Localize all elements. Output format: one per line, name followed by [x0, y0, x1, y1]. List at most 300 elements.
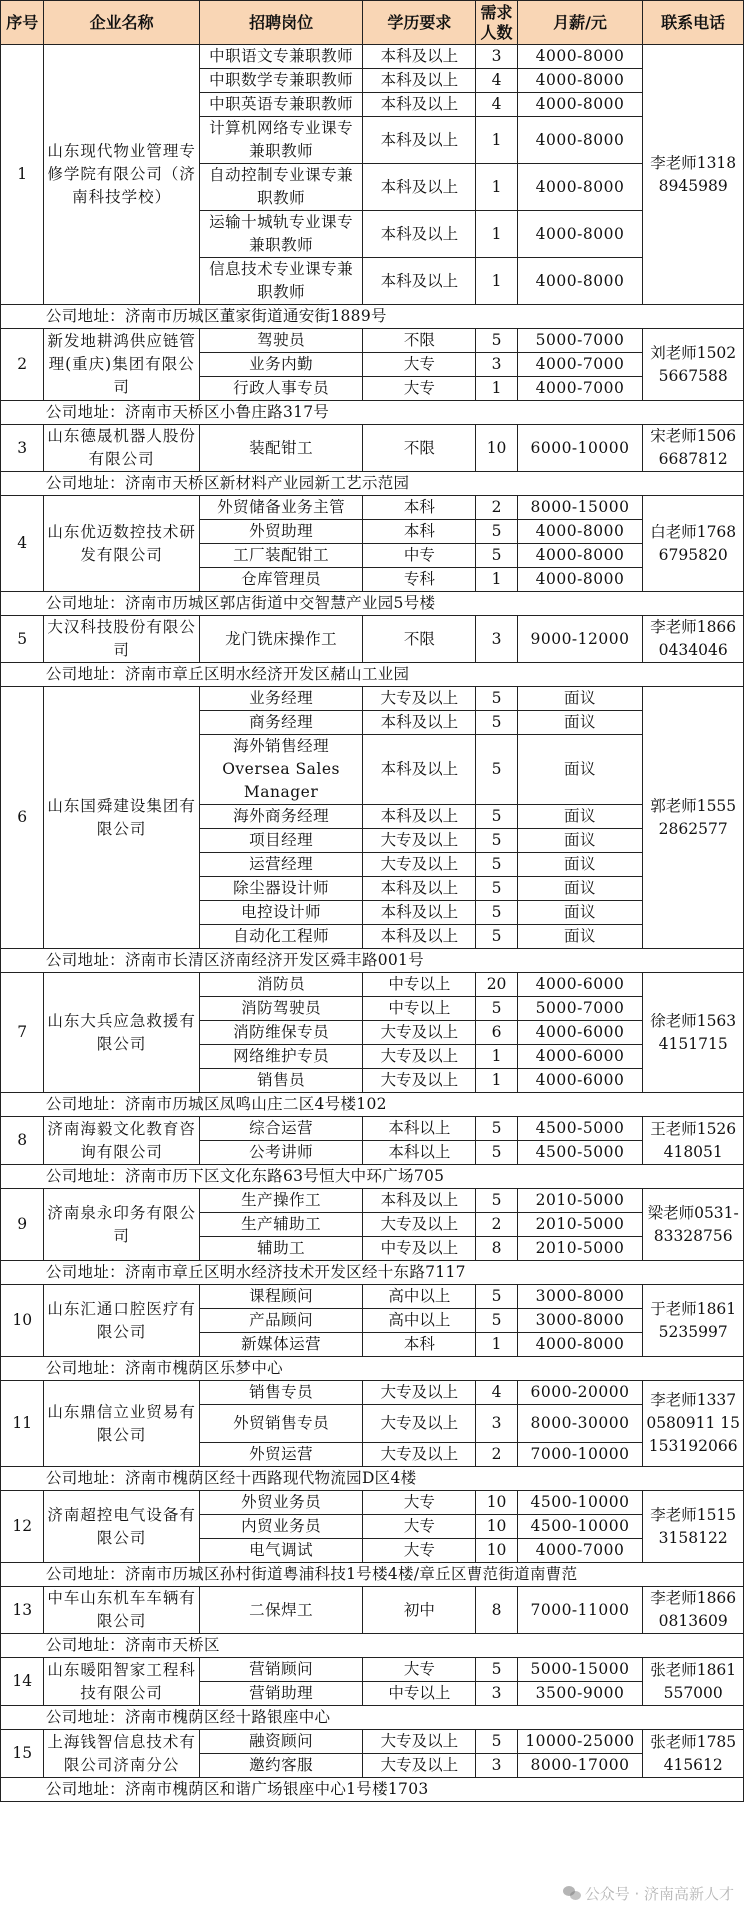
job-education: 本科及以上: [363, 93, 476, 117]
address-value: 济南市天桥区小鲁庄路317号: [124, 403, 330, 421]
address-spacer: [1, 1357, 44, 1381]
watermark-text: 公众号 · 济南高新人才: [584, 1885, 734, 1903]
address-value: 济南市槐荫区经十路银座中心: [124, 1708, 331, 1726]
jobs-table-body: [1, 45, 744, 1802]
company-seq: 8: [1, 1117, 44, 1165]
job-salary: 面议: [517, 901, 643, 925]
company-contact: 郭老师15552862577: [643, 687, 744, 949]
job-title: 融资顾问: [199, 1730, 362, 1754]
job-salary: 4000-6000: [517, 973, 643, 997]
company-seq: 2: [1, 329, 44, 401]
job-title: 公考讲师: [199, 1141, 362, 1165]
job-title: 网络维护专员: [199, 1045, 362, 1069]
job-education: 本科及以上: [363, 805, 476, 829]
job-title: 计算机网络专业课专兼职教师: [199, 117, 362, 164]
job-count: 5: [476, 853, 517, 877]
company-contact: 李老师13188945989: [643, 45, 744, 305]
company-seq: 6: [1, 687, 44, 949]
header-row: [1, 1, 744, 45]
job-salary: 4000-7000: [517, 353, 643, 377]
job-title: 除尘器设计师: [199, 877, 362, 901]
job-title: 营销顾问: [199, 1658, 362, 1682]
job-education: 专科: [363, 568, 476, 592]
job-education: 本科及以上: [363, 164, 476, 211]
company-address: [44, 1261, 744, 1285]
job-title: 驾驶员: [199, 329, 362, 353]
company-contact: 张老师18615570​00: [643, 1658, 744, 1706]
job-education: 本科以上: [363, 1141, 476, 1165]
company-contact: 宋老师15066687812: [643, 425, 744, 472]
address-row: [1, 1778, 744, 1802]
address-value: 济南市槐荫区乐梦中心: [124, 1359, 283, 1377]
job-title: 销售专员: [199, 1381, 362, 1405]
job-count: 5: [476, 1309, 517, 1333]
job-count: 6: [476, 1021, 517, 1045]
job-salary: 2010-5000: [517, 1189, 643, 1213]
wechat-icon: [563, 1886, 581, 1901]
job-row: [1, 1587, 744, 1634]
company-seq: 11: [1, 1381, 44, 1467]
address-value: 济南市长清区济南经济开发区舜丰路001号: [124, 951, 425, 969]
job-title: 信息技术专业课专兼职教师: [199, 258, 362, 305]
address-row: [1, 949, 744, 973]
job-count: 4: [476, 1381, 517, 1405]
company-name: 山东优迈数控技术研发有限公司: [44, 496, 199, 592]
company-contact: 王老师15264180​51: [643, 1117, 744, 1165]
job-title: 综合运营: [199, 1117, 362, 1141]
job-row: [1, 1381, 744, 1405]
job-count: 5: [476, 829, 517, 853]
address-label: 公司地址：: [45, 1469, 125, 1487]
job-education: 高中以上: [363, 1309, 476, 1333]
address-row: [1, 401, 744, 425]
company-seq: 10: [1, 1285, 44, 1357]
job-education: 本科及以上: [363, 925, 476, 949]
job-salary: 8000-30000: [517, 1405, 643, 1443]
job-count: 3: [476, 1754, 517, 1778]
job-title: 运营经理: [199, 853, 362, 877]
address-row: [1, 663, 744, 687]
address-value: 济南市槐荫区和谐广场银座中心1号楼1703: [124, 1780, 429, 1798]
company-contact: 李老师13370580911 15153192066: [643, 1381, 744, 1467]
job-row: [1, 1189, 744, 1213]
job-row: [1, 1491, 744, 1515]
job-education: 中专以上: [363, 1682, 476, 1706]
job-salary: 4000-7000: [517, 1539, 643, 1563]
job-count: 3: [476, 353, 517, 377]
job-count: 3: [476, 45, 517, 69]
job-title: 电气调试: [199, 1539, 362, 1563]
job-count: 3: [476, 1405, 517, 1443]
job-title: 消防驾驶员: [199, 997, 362, 1021]
job-title: 中职英语专兼职教师: [199, 93, 362, 117]
job-education: 本科及以上: [363, 1189, 476, 1213]
job-count: 20: [476, 973, 517, 997]
job-count: 10: [476, 425, 517, 472]
job-salary: 3000-8000: [517, 1285, 643, 1309]
company-contact: 于老师18615235997: [643, 1285, 744, 1357]
company-name: 山东大兵应急救援有限公司: [44, 973, 199, 1093]
job-salary: 4000-8000: [517, 520, 643, 544]
job-education: 本科及以上: [363, 735, 476, 805]
job-count: 5: [476, 877, 517, 901]
job-row: [1, 973, 744, 997]
job-count: 4: [476, 69, 517, 93]
company-seq: 13: [1, 1587, 44, 1634]
job-salary: 4000-6000: [517, 1069, 643, 1093]
job-title: 内贸业务员: [199, 1515, 362, 1539]
job-count: 5: [476, 1285, 517, 1309]
job-title: 外贸销售专员: [199, 1405, 362, 1443]
job-title: 行政人事专员: [199, 377, 362, 401]
job-title: 中职语文专兼职教师: [199, 45, 362, 69]
job-title: 业务内勤: [199, 353, 362, 377]
company-address: [44, 1357, 744, 1381]
job-salary: 面议: [517, 853, 643, 877]
job-count: 1: [476, 117, 517, 164]
address-row: [1, 1357, 744, 1381]
job-title: 产品顾问: [199, 1309, 362, 1333]
company-name: 新发地耕鸿供应链管理(重庆)集团有限公司: [44, 329, 199, 401]
job-education: 大专及以上: [363, 687, 476, 711]
job-title: 运输十城轨专业课专兼职教师: [199, 211, 362, 258]
company-seq: 5: [1, 616, 44, 663]
job-title: 工厂装配钳工: [199, 544, 362, 568]
job-count: 5: [476, 925, 517, 949]
job-title: 海外商务经理: [199, 805, 362, 829]
job-education: 不限: [363, 616, 476, 663]
job-row: [1, 496, 744, 520]
job-education: 大专及以上: [363, 1069, 476, 1093]
job-count: 4: [476, 93, 517, 117]
company-contact: 徐老师15634151715: [643, 973, 744, 1093]
job-count: 1: [476, 1333, 517, 1357]
job-salary: 4000-6000: [517, 1021, 643, 1045]
job-education: 大专及以上: [363, 1213, 476, 1237]
address-value: 济南市天桥区: [124, 1636, 220, 1654]
job-education: 本科: [363, 1333, 476, 1357]
company-seq: 7: [1, 973, 44, 1093]
job-count: 5: [476, 1117, 517, 1141]
job-salary: 4000-8000: [517, 1333, 643, 1357]
job-salary: 面议: [517, 735, 643, 805]
job-count: 5: [476, 687, 517, 711]
address-row: [1, 1467, 744, 1491]
job-education: 大专及以上: [363, 1021, 476, 1045]
job-count: 1: [476, 258, 517, 305]
job-title: 仓库管理员: [199, 568, 362, 592]
address-label: 公司地址：: [45, 951, 125, 969]
header-seq: 序号: [1, 1, 44, 45]
address-label: 公司地址：: [45, 307, 125, 325]
address-label: 公司地址：: [45, 594, 125, 612]
job-title: 龙门铣床操作工: [199, 616, 362, 663]
company-name: 山东国舜建设集团有限公司: [44, 687, 199, 949]
job-title: 电控设计师: [199, 901, 362, 925]
job-title: 商务经理: [199, 711, 362, 735]
company-address: [44, 1706, 744, 1730]
address-spacer: [1, 1778, 44, 1802]
header-contact: 联系电话: [643, 1, 744, 45]
job-row: [1, 1658, 744, 1682]
job-salary: 4000-8000: [517, 164, 643, 211]
job-salary: 6000-10000: [517, 425, 643, 472]
header-salary: 月薪/元: [517, 1, 643, 45]
job-salary: 4500-10000: [517, 1515, 643, 1539]
company-contact: 刘老师15025667588: [643, 329, 744, 401]
job-title: 业务经理: [199, 687, 362, 711]
job-count: 5: [476, 997, 517, 1021]
job-education: 大专: [363, 1539, 476, 1563]
address-value: 济南市天桥区新材料产业园新工艺示范园: [124, 474, 410, 492]
address-row: [1, 592, 744, 616]
job-salary: 3000-8000: [517, 1309, 643, 1333]
job-education: 大专及以上: [363, 1381, 476, 1405]
address-spacer: [1, 1467, 44, 1491]
job-education: 中专以上: [363, 973, 476, 997]
job-education: 高中以上: [363, 1285, 476, 1309]
job-count: 8: [476, 1237, 517, 1261]
company-address: [44, 663, 744, 687]
company-name: 山东德晟机器人股份有限公司: [44, 425, 199, 472]
job-salary: 5000-7000: [517, 329, 643, 353]
job-count: 5: [476, 544, 517, 568]
job-row: [1, 687, 744, 711]
job-education: 中专: [363, 544, 476, 568]
company-address: [44, 949, 744, 973]
job-count: 1: [476, 164, 517, 211]
job-title: 营销助理: [199, 1682, 362, 1706]
address-row: [1, 472, 744, 496]
job-education: 本科及以上: [363, 211, 476, 258]
job-salary: 4000-7000: [517, 377, 643, 401]
job-title: 海外销售经理 Oversea Sales Manager: [199, 735, 362, 805]
job-title: 辅助工: [199, 1237, 362, 1261]
job-title: 消防员: [199, 973, 362, 997]
job-title: 销售员: [199, 1069, 362, 1093]
address-value: 济南市历下区文化东路63号恒大中环广场705: [124, 1167, 445, 1185]
company-address: [44, 1093, 744, 1117]
job-salary: 4500-5000: [517, 1117, 643, 1141]
address-spacer: [1, 1165, 44, 1189]
company-seq: 4: [1, 496, 44, 592]
company-name: 大汉科技股份有限公司: [44, 616, 199, 663]
company-name: 中车山东机车车辆有限公司: [44, 1587, 199, 1634]
address-label: 公司地址：: [45, 1565, 125, 1583]
job-education: 不限: [363, 425, 476, 472]
address-spacer: [1, 592, 44, 616]
job-salary: 6000-20000: [517, 1381, 643, 1405]
job-education: 大专: [363, 1658, 476, 1682]
job-row: [1, 425, 744, 472]
job-count: 5: [476, 711, 517, 735]
job-salary: 9000-12000: [517, 616, 643, 663]
header-position: 招聘岗位: [199, 1, 362, 45]
job-count: 5: [476, 735, 517, 805]
job-salary: 4500-5000: [517, 1141, 643, 1165]
address-row: [1, 1706, 744, 1730]
address-spacer: [1, 949, 44, 973]
job-title: 自动控制专业课专兼职教师: [199, 164, 362, 211]
job-education: 大专及以上: [363, 1045, 476, 1069]
company-name: 山东暖阳智家工程科技有限公司: [44, 1658, 199, 1706]
job-title: 消防维保专员: [199, 1021, 362, 1045]
job-count: 5: [476, 1730, 517, 1754]
job-count: 2: [476, 496, 517, 520]
job-title: 外贸运营: [199, 1443, 362, 1467]
company-seq: 14: [1, 1658, 44, 1706]
company-address: [44, 1778, 744, 1802]
address-label: 公司地址：: [45, 1780, 125, 1798]
company-contact: 张老师17854156​12: [643, 1730, 744, 1778]
job-salary: 4000-8000: [517, 69, 643, 93]
address-spacer: [1, 1563, 44, 1587]
company-address: [44, 1467, 744, 1491]
job-salary: 面议: [517, 925, 643, 949]
address-label: 公司地址：: [45, 1167, 125, 1185]
address-value: 济南市历城区孙村街道粤浦科技1号楼4楼/章丘区曹范街道南曹范: [124, 1565, 578, 1583]
job-count: 1: [476, 568, 517, 592]
job-row: [1, 1730, 744, 1754]
job-salary: 面议: [517, 877, 643, 901]
company-seq: 3: [1, 425, 44, 472]
job-salary: 8000-17000: [517, 1754, 643, 1778]
job-count: 1: [476, 1069, 517, 1093]
job-count: 1: [476, 211, 517, 258]
job-salary: 4000-8000: [517, 45, 643, 69]
job-count: 2: [476, 1443, 517, 1467]
job-row: [1, 1285, 744, 1309]
job-count: 10: [476, 1491, 517, 1515]
address-spacer: [1, 1261, 44, 1285]
address-label: 公司地址：: [45, 1095, 125, 1113]
job-education: 大专: [363, 353, 476, 377]
address-label: 公司地址：: [45, 1263, 125, 1281]
address-value: 济南市章丘区明水经济技术开发区经十东路7117: [124, 1263, 466, 1281]
job-salary: 7000-11000: [517, 1587, 643, 1634]
company-contact: 李老师15153158122: [643, 1491, 744, 1563]
job-title: 项目经理: [199, 829, 362, 853]
job-education: 本科及以上: [363, 69, 476, 93]
job-education: 本科以上: [363, 1117, 476, 1141]
company-name: 山东现代物业管理专修学院有限公司（济南科技学校）: [44, 45, 199, 305]
company-name: 济南泉永印务有限公司: [44, 1189, 199, 1261]
address-label: 公司地址：: [45, 1359, 125, 1377]
job-salary: 4500-10000: [517, 1491, 643, 1515]
job-title: 邀约客服: [199, 1754, 362, 1778]
job-salary: 4000-8000: [517, 544, 643, 568]
address-value: 济南市历城区凤鸣山庄二区4号楼102: [124, 1095, 387, 1113]
company-contact: 李老师18660434046: [643, 616, 744, 663]
company-seq: 15: [1, 1730, 44, 1778]
company-contact: 白老师17686795820: [643, 496, 744, 592]
address-value: 济南市历城区郭店街道中交智慧产业园5号楼: [124, 594, 436, 612]
job-salary: 4000-8000: [517, 117, 643, 164]
job-count: 1: [476, 377, 517, 401]
job-education: 本科及以上: [363, 258, 476, 305]
address-spacer: [1, 472, 44, 496]
job-education: 中专以上: [363, 997, 476, 1021]
job-title: 自动化工程师: [199, 925, 362, 949]
company-address: [44, 305, 744, 329]
job-salary: 10000-25000: [517, 1730, 643, 1754]
company-address: [44, 401, 744, 425]
job-count: 10: [476, 1515, 517, 1539]
job-title: 中职数学专兼职教师: [199, 69, 362, 93]
job-title: 生产操作工: [199, 1189, 362, 1213]
header-company: 企业名称: [44, 1, 199, 45]
company-address: [44, 472, 744, 496]
job-title: 二保焊工: [199, 1587, 362, 1634]
job-education: 中专及以上: [363, 1237, 476, 1261]
job-count: 2: [476, 1213, 517, 1237]
address-label: 公司地址：: [45, 474, 125, 492]
company-seq: 12: [1, 1491, 44, 1563]
job-education: 不限: [363, 329, 476, 353]
job-education: 本科: [363, 496, 476, 520]
company-name: 山东汇通口腔医疗有限公司: [44, 1285, 199, 1357]
job-count: 3: [476, 1682, 517, 1706]
job-title: 外贸助理: [199, 520, 362, 544]
job-row: [1, 329, 744, 353]
job-salary: 面议: [517, 829, 643, 853]
header-count: 需求人数: [476, 1, 517, 45]
company-address: [44, 592, 744, 616]
job-count: 10: [476, 1539, 517, 1563]
company-seq: 1: [1, 45, 44, 305]
job-salary: 2010-5000: [517, 1213, 643, 1237]
address-value: 济南市槐荫区经十西路现代物流园D区4楼: [124, 1469, 417, 1487]
job-education: 大专及以上: [363, 1443, 476, 1467]
job-education: 大专及以上: [363, 1405, 476, 1443]
address-row: [1, 1563, 744, 1587]
company-name: 山东鼎信立业贸易有限公司: [44, 1381, 199, 1467]
address-row: [1, 1634, 744, 1658]
company-address: [44, 1563, 744, 1587]
job-salary: 7000-10000: [517, 1443, 643, 1467]
job-education: 本科及以上: [363, 117, 476, 164]
job-count: 5: [476, 520, 517, 544]
address-spacer: [1, 401, 44, 425]
address-spacer: [1, 1634, 44, 1658]
job-salary: 面议: [517, 687, 643, 711]
company-contact: 梁老师0531-83328756: [643, 1189, 744, 1261]
job-title: 外贸储备业务主管: [199, 496, 362, 520]
address-row: [1, 1093, 744, 1117]
job-salary: 5000-7000: [517, 997, 643, 1021]
address-label: 公司地址：: [45, 665, 125, 683]
job-row: [1, 1117, 744, 1141]
job-education: 大专及以上: [363, 1754, 476, 1778]
address-spacer: [1, 305, 44, 329]
job-education: 大专: [363, 1515, 476, 1539]
job-count: 5: [476, 1658, 517, 1682]
address-label: 公司地址：: [45, 1636, 125, 1654]
job-count: 5: [476, 805, 517, 829]
job-count: 5: [476, 901, 517, 925]
job-count: 5: [476, 1141, 517, 1165]
job-title: 生产辅助工: [199, 1213, 362, 1237]
job-salary: 4000-8000: [517, 258, 643, 305]
address-row: [1, 1261, 744, 1285]
company-address: [44, 1634, 744, 1658]
job-count: 5: [476, 1189, 517, 1213]
company-name: 济南超控电气设备有限公司: [44, 1491, 199, 1563]
watermark: [559, 1882, 738, 1905]
job-row: [1, 616, 744, 663]
company-address: [44, 1165, 744, 1189]
job-education: 本科及以上: [363, 45, 476, 69]
